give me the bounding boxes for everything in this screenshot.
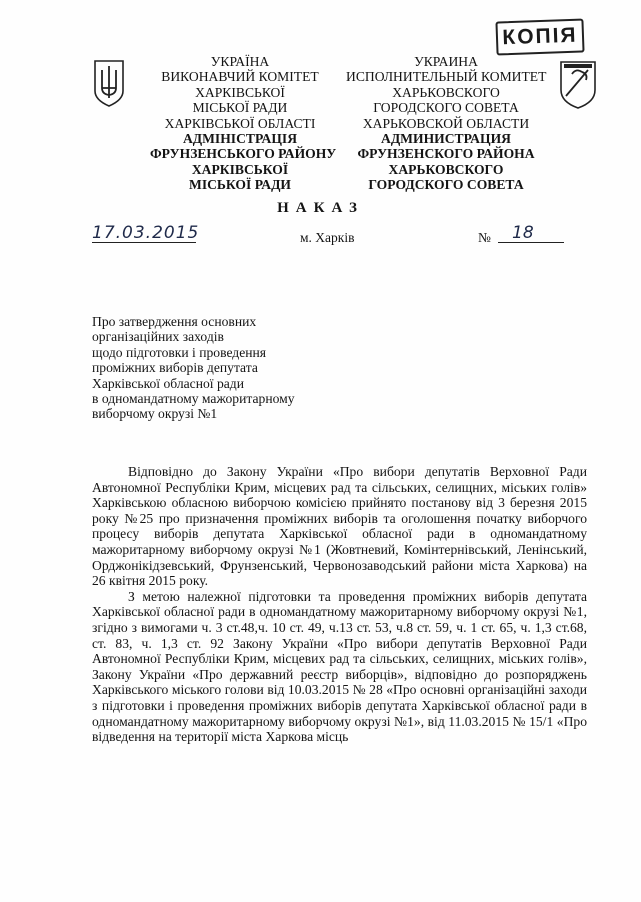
header-line: ГОРОДСКОГО СОВЕТА (373, 100, 519, 116)
kharkiv-coat-of-arms-icon (558, 58, 598, 110)
document-title: НАКАЗ (277, 200, 364, 216)
header-line: ИСПОЛНИТЕЛЬНЫЙ КОМИТЕТ (346, 69, 547, 85)
header-line: МІСЬКОЇ РАДИ (192, 100, 288, 116)
order-subject (92, 314, 295, 422)
order-date: 17.03.2015 (92, 223, 200, 243)
subject-line: в одномандатному мажоритарному (92, 391, 295, 407)
header-line: УКРАИНА (414, 54, 478, 69)
header-line: ГОРОДСКОГО СОВЕТА (368, 177, 524, 193)
header-line: ФРУНЗЕНСКОГО РАЙОНА (357, 146, 535, 162)
subject-line: щодо підготовки і проведення (92, 344, 267, 360)
trident-emblem-icon (92, 58, 126, 108)
header-line: ВИКОНАВЧИЙ КОМІТЕТ (161, 69, 319, 85)
header-ukrainian (150, 54, 337, 193)
header-line: ХАРЬКОВСКОГО (392, 84, 500, 100)
order-number: 18 (498, 224, 564, 243)
subject-line: виборчому окрузі №1 (92, 406, 218, 422)
header-line: АДМІНІСТРАЦІЯ (182, 131, 298, 147)
header-line: ХАРЬКОВСКОЙ ОБЛАСТИ (362, 115, 530, 131)
header-line: МІСЬКОЇ РАДИ (188, 177, 291, 193)
subject-line: організаційних заходів (92, 329, 224, 345)
header-line: ХАРКІВСЬКОЇ ОБЛАСТІ (164, 115, 316, 131)
header-russian (346, 54, 546, 193)
subject-line: Харківської обласної ради (92, 375, 244, 391)
city-label: м. Харків (300, 230, 355, 245)
header-line: ХАРЬКОВСКОГО (388, 161, 504, 177)
number-label: № (478, 230, 491, 245)
header-line: ФРУНЗЕНСЬКОГО РАЙОНУ (150, 146, 337, 162)
copy-stamp: КОПІЯ (495, 18, 584, 55)
header-line: УКРАЇНА (210, 54, 270, 69)
header-line: ХАРКІВСЬКОЇ (195, 84, 285, 100)
subject-line: Про затвердження основних (92, 314, 257, 329)
order-body (92, 464, 587, 745)
body-paragraph: Відповідно до Закону України «Про вибори депутатів Верховної Ради Автономної Республіки Крим, місцевих рад та сільських, селищних, міських голів» Харківською обласною виборчою комісією прийнято постанову від 3 березня 2015 року №25 про призначення проміжних виборів та оголошення початку виборчого процесу виборів депутата Харківської обласної ради в одномандатному мажоритарному виборчому окрузі №1 (Жовтневий, Комінтернівський, Ленінський, Орджонікідзевський, Фрунзенський, Червонозаводський райони міста Харкова) на 26 квітня 2015 року. (92, 464, 587, 589)
subject-line: проміжних виборів депутата (92, 360, 258, 376)
body-paragraph: З метою належної підготовки та проведення проміжних виборів депутата Харківської обласної ради в одномандатному мажоритарному виборчому окрузі №1, згідно з вимогами ч. 3 ст.48,ч. 10 ст. 49, ч.13 ст. 53, ч.8 ст. 59, ч. 1 ст. 65, ч. 1,3 ст.68, ст. 83, ч. 1,3 ст. 92 Закону України «Про вибори депутатів Верховної Ради Автономної Республіки Крим, місцевих рад та сільських, селищних, міських голів», Закону України «Про державний реєстр виборців», відповідно до розпоряджень Харківського міського голови від 10.03.2015 № 28 «Про основні організаційні заходи з підготовки і проведення проміжних виборів депутата Харківської обласної ради в одномандатному мажоритарному виборчому окрузі №1», від 11.03.2015 № 15/1 «Про відведення на території міста Харкова місць (92, 588, 587, 745)
header-line: ХАРКІВСЬКОЇ (191, 161, 289, 177)
header-line: АДМИНИСТРАЦИЯ (381, 131, 511, 147)
